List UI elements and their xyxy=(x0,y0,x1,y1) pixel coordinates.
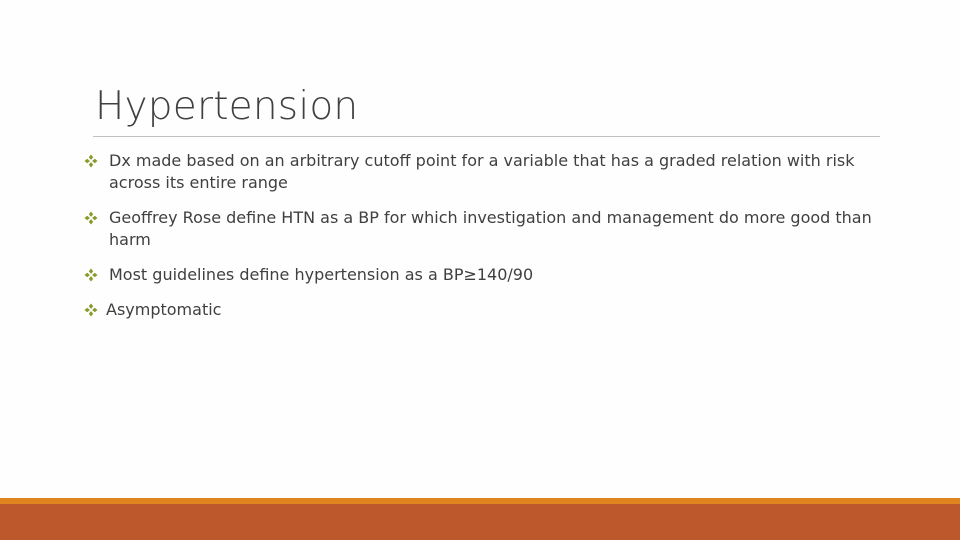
footer-band xyxy=(0,504,960,540)
list-item xyxy=(88,299,878,321)
diamond-bullet-icon xyxy=(84,211,98,225)
bullet-text: Asymptomatic xyxy=(106,300,222,319)
diamond-bullet-icon xyxy=(84,154,98,168)
diamond-bullet-icon xyxy=(84,268,98,282)
bullet-text: Geoffrey Rose define HTN as a BP for which investigation and management do more good than harm xyxy=(109,208,872,249)
list-item xyxy=(88,207,878,251)
bullet-list xyxy=(88,150,878,321)
diamond-bullet-icon xyxy=(84,303,98,317)
title-divider xyxy=(93,136,880,137)
bullet-text: Most guidelines define hypertension as a BP≥140/90 xyxy=(109,265,534,284)
list-item xyxy=(88,150,878,194)
list-item xyxy=(88,264,878,286)
slide-title: Hypertension xyxy=(95,84,359,129)
bullet-text: Dx made based on an arbitrary cutoff point for a variable that has a graded relation with risk across its entire range xyxy=(109,151,855,192)
